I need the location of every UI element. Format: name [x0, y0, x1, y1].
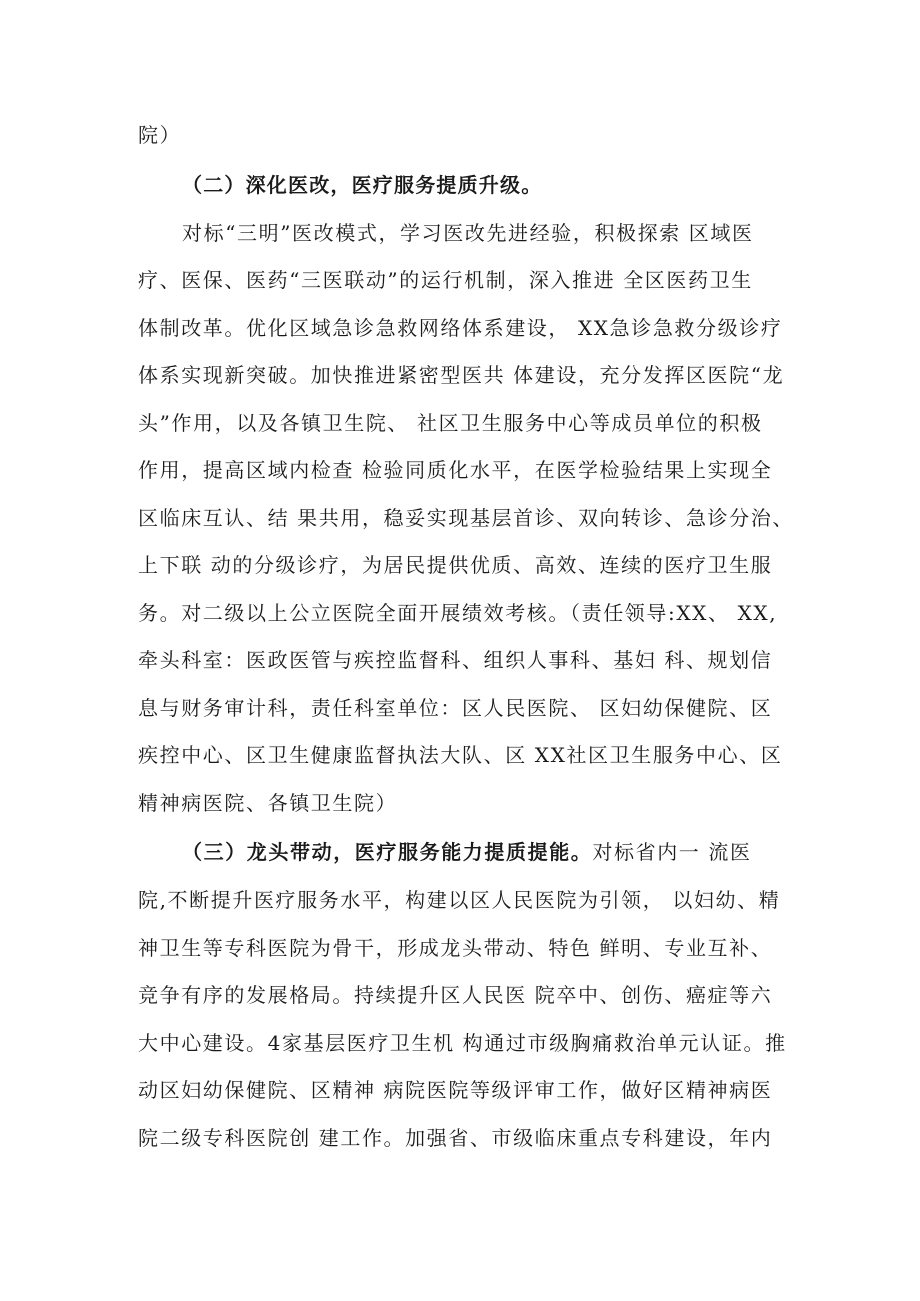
- text-line: 院）: [138, 123, 182, 147]
- text-line: 大中心建设。4家基层医疗卫生机 构通过市级胸痛救治单元认证。推: [138, 1031, 787, 1055]
- section-3-first-line-tail: 对标省内一 流医: [592, 840, 752, 864]
- text-line: 精神病医院、各镇卫生院）: [138, 791, 398, 815]
- text-line: 神卫生等专科医院为骨干，形成龙头带动、特色 鲜明、专业互补、: [138, 936, 773, 960]
- text-line: 动区妇幼保健院、区精神 病院医院等级评审工作，做好区精神病医: [138, 1078, 773, 1102]
- text-line: 息与财务审计科，责任科室单位：区人民医院、 区妇幼保健院、区: [138, 696, 773, 720]
- text-line: 头”作用，以及各镇卫生院、 社区卫生服务中心等成员单位的积极: [138, 411, 763, 435]
- text-line: 体制改革。优化区域急诊急救网络体系建设， XX急诊急救分级诊疗: [138, 316, 783, 340]
- text-line: 上下联 动的分级诊疗，为居民提供优质、高效、连续的医疗卫生服: [138, 553, 773, 577]
- text-line: 竞争有序的发展格局。持续提升区人民医 院卒中、创伤、癌症等六: [138, 983, 773, 1007]
- text-line: 疗、医保、医药“三医联动”的运行机制，深入推进 全区医药卫生: [138, 268, 753, 292]
- section-3-first-line: [182, 840, 798, 864]
- text-line: 院,不断提升医疗服务水平，构建以区人民医院为引领， 以妇幼、精: [138, 888, 781, 912]
- text-line: 牵头科室：医政医管与疾控监督科、组织人事科、基妇 科、规划信: [138, 648, 773, 672]
- text-line: 务。对二级以上公立医院全面开展绩效考核。（责任领导:XX、 XX,: [138, 601, 778, 625]
- text-line: 作用，提高区域内检查 检验同质化水平，在医学检验结果上实现全: [138, 458, 773, 482]
- text-line: 对标“三明”医改模式，学习医改先进经验，积极探索 区域医: [182, 221, 754, 245]
- section-heading-2: （二）深化医改，医疗服务提质升级。: [182, 173, 543, 197]
- text-line: 院二级专科医院创 建工作。加强省、市级临床重点专科建设，年内: [138, 1126, 773, 1150]
- text-line: 区临床互认、结 果共用，稳妥实现基层首诊、双向转诊、急诊分治、: [138, 506, 794, 530]
- text-line: 疾控中心、区卫生健康监督执法大队、区 XX社区卫生服务中心、区: [138, 743, 783, 767]
- text-line: 体系实现新突破。加快推进紧密型医共 体建设，充分发挥区医院“龙: [138, 363, 785, 387]
- section-heading-3: （三）龙头带动，医疗服务能力提质提能。: [182, 840, 593, 864]
